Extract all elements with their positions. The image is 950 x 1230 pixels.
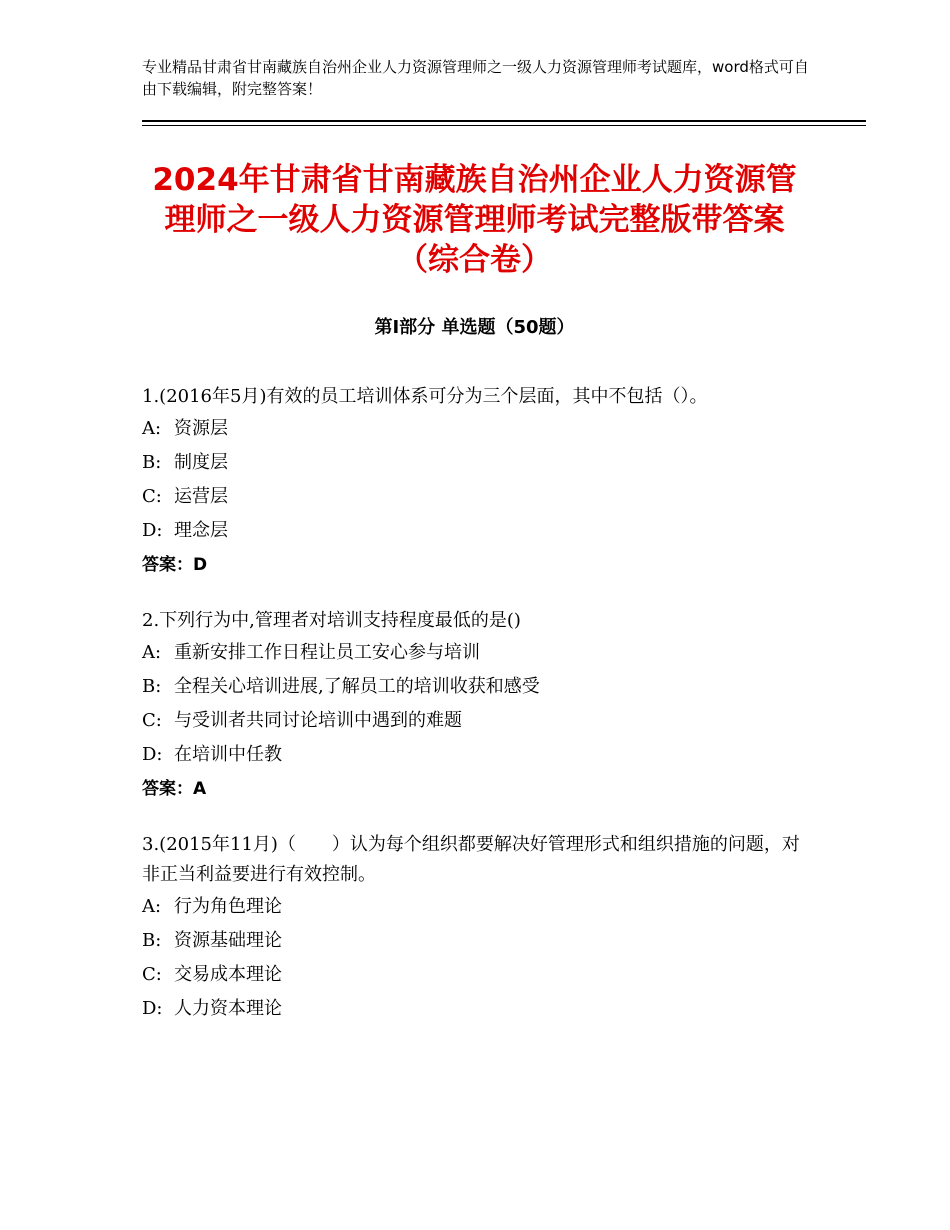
option-text: 行为角色理论	[174, 896, 282, 917]
answer-prefix: 答案：	[142, 779, 193, 799]
header-note: 专业精品甘肃省甘南藏族自治州企业人力资源管理师之一级人力资源管理师考试题库，word格式可自由下载编辑，附完整答案！	[142, 58, 809, 98]
option-c	[142, 480, 802, 514]
question-3	[142, 830, 802, 1026]
option-a	[142, 412, 802, 446]
option-letter: A:	[142, 418, 162, 439]
option-text: 交易成本理论	[174, 964, 282, 985]
header-rule-thin	[142, 125, 866, 126]
question-stem: 3.(2015年11月)（ ）认为每个组织都要解决好管理形式和组织措施的问题，对非正当利益要进行有效控制。	[142, 834, 800, 885]
answer-value: D	[193, 555, 208, 575]
option-a	[142, 890, 802, 924]
option-text: 与受训者共同讨论培训中遇到的难题	[174, 710, 462, 731]
answer-line	[142, 548, 802, 582]
option-text: 人力资本理论	[174, 998, 282, 1019]
option-text: 重新安排工作日程让员工安心参与培训	[174, 642, 480, 663]
answer-line	[142, 772, 802, 806]
option-letter: C:	[142, 964, 162, 985]
option-text: 制度层	[174, 452, 228, 473]
option-c	[142, 704, 802, 738]
answer-value: A	[193, 779, 207, 799]
option-b	[142, 924, 802, 958]
option-d	[142, 514, 802, 548]
option-letter: B:	[142, 930, 162, 951]
option-d	[142, 738, 802, 772]
section-heading: 第Ⅰ部分 单选题（50题）	[374, 317, 575, 338]
option-d	[142, 992, 802, 1026]
option-letter: C:	[142, 710, 162, 731]
option-text: 运营层	[174, 486, 228, 507]
option-letter: A:	[142, 642, 162, 663]
option-text: 资源层	[174, 418, 228, 439]
document-title: 2024年甘肃省甘南藏族自治州企业人力资源管理师之一级人力资源管理师考试完整版带答案（综合卷）	[152, 162, 797, 278]
option-letter: D:	[142, 998, 163, 1019]
header-rule-thick	[142, 120, 866, 122]
option-b	[142, 446, 802, 480]
option-text: 资源基础理论	[174, 930, 282, 951]
option-text: 全程关心培训进展,了解员工的培训收获和感受	[174, 676, 540, 697]
option-b	[142, 670, 802, 704]
question-stem: 2.下列行为中,管理者对培训支持程度最低的是()	[142, 610, 521, 631]
option-c	[142, 958, 802, 992]
option-letter: C:	[142, 486, 162, 507]
option-letter: D:	[142, 744, 163, 765]
option-letter: D:	[142, 520, 163, 541]
option-letter: A:	[142, 896, 162, 917]
answer-prefix: 答案：	[142, 555, 193, 575]
question-list	[142, 382, 802, 1050]
option-letter: B:	[142, 676, 162, 697]
question-1	[142, 382, 802, 582]
option-text: 理念层	[174, 520, 228, 541]
option-a	[142, 636, 802, 670]
option-text: 在培训中任教	[174, 744, 282, 765]
question-2	[142, 606, 802, 806]
question-stem: 1.(2016年5月)有效的员工培训体系可分为三个层面，其中不包括（）。	[142, 386, 708, 407]
option-letter: B:	[142, 452, 162, 473]
